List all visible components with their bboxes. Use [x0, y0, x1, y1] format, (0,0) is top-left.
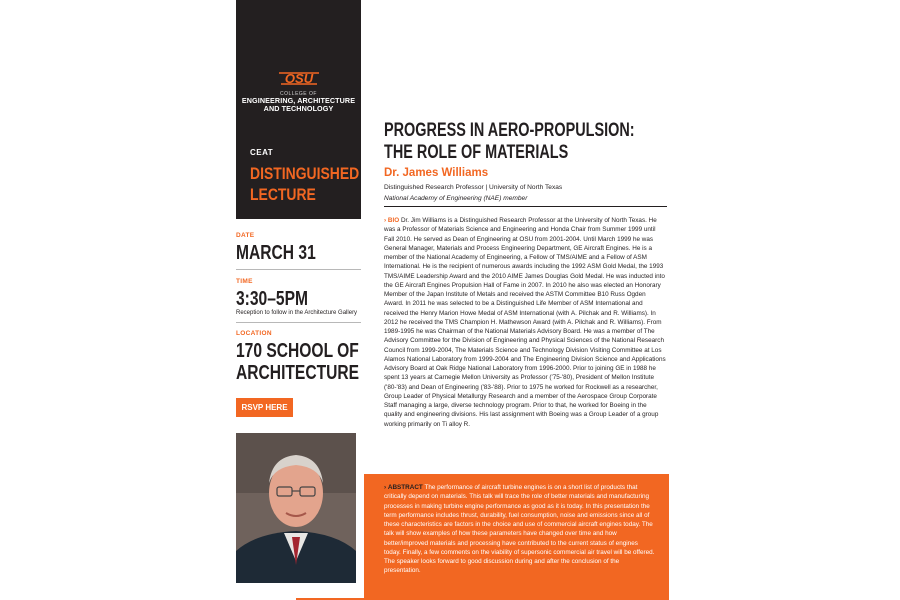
portrait-image [236, 433, 356, 583]
college-logo [236, 66, 361, 113]
speaker-portrait [236, 433, 356, 583]
svg-text:OSU: OSU [284, 71, 313, 86]
date-label: DATE [236, 232, 255, 239]
speaker-name: Dr. James Williams [384, 167, 489, 179]
speaker-position: Distinguished Research Professor | University of North Texas [384, 184, 563, 191]
event-location [236, 340, 359, 384]
abstract-section [384, 483, 656, 576]
lecture-title [384, 120, 635, 164]
rsvp-button[interactable]: RSVP HERE [236, 398, 293, 417]
series-label: CEAT [250, 148, 274, 157]
time-label: TIME [236, 278, 253, 285]
bio-text: Dr. Jim Williams is a Distinguished Research Professor at the University of North Texas. He was a Professor of Materials Science and Engineering and Honda Chair from Summer 1999 until Fall 2010. He served as Dean of Engineering at OSU from 2001-2004. Until March 1999 he was General Manager, Materials and Process Engineering Department, GE Aircraft Engines. He is a member of the National Academy of Engineering, a Fellow of TMS/AIME and a Fellow of ASM International. He is the recipient of numerous awards including the 1992 ASM Gold Medal, the 1993 TMS/AIME Leadership Award and the 2010 AIME James Douglas Gold Medal. He was inducted into the GE Aircraft Engines Propulsion Hall of Fame in 2007. In 2010 he also was elected an Honorary Member of the Japan Institute of Metals and received the ASTM Committee B10 Russ Ogden Award. In 2011 he was selected to be a Distinguished Life Member of ASM International and received the Henry Marion Howe Medal of ASM International (with A. Pilchak and R. Williams). In 2012 he received the TMS Champion H. Mathewson Award (with A. Pilchak and R. Williams). From 1989-1995 he was Chairman of the National Materials Advisory Board. He was a member of The Advisory Committee for the Division of Engineering and Physical Sciences of the National Research Council from 1999-2004, The Materials Science and Technology Division Visiting Committee at Los Alamos National Laboratory from 1999-2004 and The Engineering Division Science and Applications Advisory Board at Oak Ridge National Laboratory from 1996-2000. Prior to joining GE in 1988 he spent 13 years at Carnegie Mellon University as Professor ('75-'80), President of Mellon Institute ('80-'83) and Dean of Engineering ('83-'88). Prior to 1975 he worked for Rockwell as a researcher, Group Leader of Physical Metallurgy Research and a member of the Aerospace Group Corporate Staff managing a large, diverse technology program. Prior to that, he worked for Boeing in the quality and engineering divisions. His last assignment with Boeing was a Group Leader of a group working primarily on Ti alloy R. [384, 217, 666, 428]
divider [236, 322, 361, 323]
event-time: 3:30–5PM [236, 288, 308, 310]
lecture-title-line-2: THE ROLE OF MATERIALS [384, 142, 569, 163]
divider [236, 269, 361, 270]
series-title-line-2: LECTURE [250, 185, 316, 204]
bio-section [384, 216, 666, 429]
location-line-1: 170 SCHOOL OF [236, 340, 359, 362]
abstract-tag: ABSTRACT [387, 484, 423, 491]
college-header-block [236, 0, 361, 219]
location-label: LOCATION [236, 330, 272, 337]
college-of-label: COLLEGE OF [280, 91, 317, 97]
lecture-title-line-1: PROGRESS IN AERO-PROPULSION: [384, 120, 635, 141]
series-title [250, 163, 360, 205]
reception-note: Reception to follow in the Architecture Gallery [236, 310, 358, 316]
college-name: ENGINEERING, ARCHITECTURE AND TECHNOLOGY [241, 96, 356, 113]
bio-tag: BIO [387, 217, 400, 224]
osu-logo-icon [277, 66, 321, 88]
speaker-nae: National Academy of Engineering (NAE) member [384, 195, 528, 202]
event-date: MARCH 31 [236, 242, 316, 264]
abstract-text: The performance of aircraft turbine engines is on a short list of products that critically depend on materials. This talk will trace the role of better materials and manufacturing processes in making turbine engine performance as good as it is today. In this presentation the term performance includes thrust, durability, fuel consumption, noise and emissions since all of these characteristics are factors in the choice and use of commercial aircraft engines today. The talk will show examples of how these parameters have changed over time and how better/improved materials and processing have contributed to the current status of engines today. Finally, a few comments on the viability of supersonic commercial air travel will be offered. The speaker looks forward to good discussion during and after the conclusion of the presentation. [384, 484, 655, 575]
divider [384, 206, 667, 207]
triangle-bullet-icon: › [384, 484, 387, 491]
location-line-2: ARCHITECTURE [236, 362, 360, 384]
series-title-line-1: DISTINGUISHED [250, 164, 360, 183]
triangle-bullet-icon: › [384, 217, 387, 224]
